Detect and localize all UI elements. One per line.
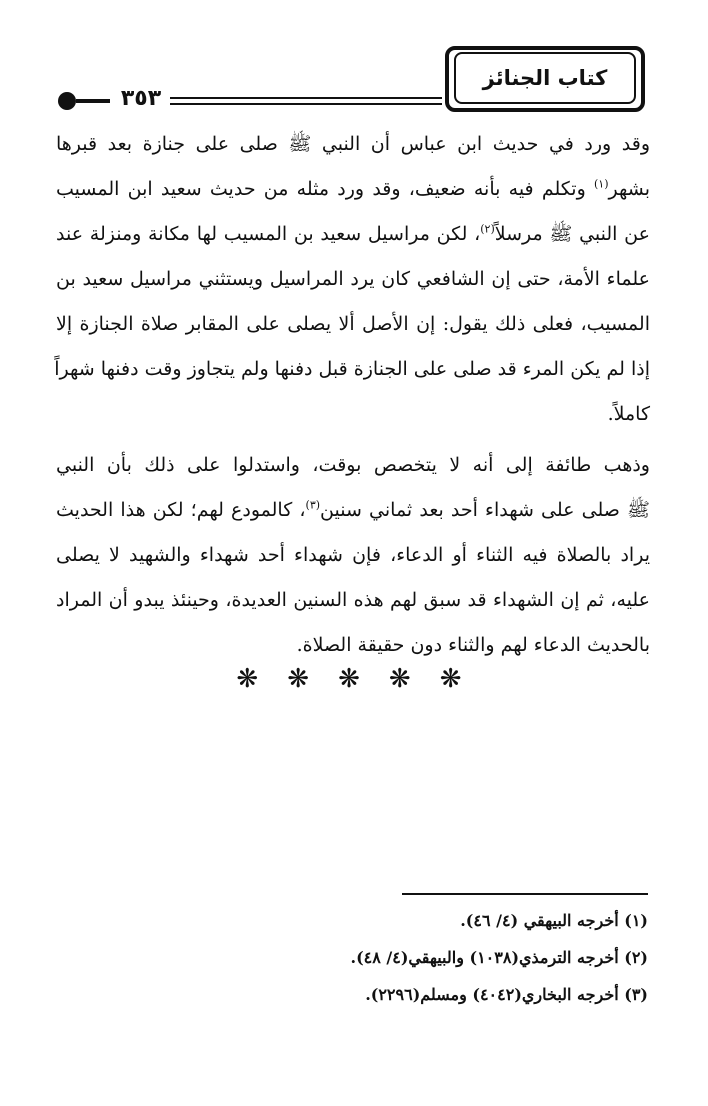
header-rule-top: [170, 97, 442, 99]
text-line: بالحديث الدعاء لهم والثناء دون حقيقة الصلاة.: [296, 634, 650, 656]
text-fragment: عن النبي ﷺ مرسلاً: [494, 223, 650, 245]
text-line: عليه، ثم إن الشهداء قد سبق لهم هذه السنين العديدة، وحينئذ يبدو أن المراد: [56, 589, 650, 611]
text-line: المسيب، فعلى ذلك يقول: إن الأصل ألا يصلى على المقابر صلاة الجنازة إلا: [56, 313, 650, 335]
text-line: [56, 488, 650, 533]
footnotes: [200, 902, 648, 1013]
footnote-ref-3: (٣): [305, 498, 321, 512]
footnote-3: (٣) أخرجه البخاري(٤٠٤٢) ومسلم(٢٢٩٦).: [365, 985, 648, 1004]
main-text: [56, 122, 650, 668]
text-fragment: وتكلم فيه بأنه ضعيف، وقد ورد مثله من حديث سعيد ابن المسيب: [56, 178, 586, 200]
section-separator: ❋ ❋ ❋ ❋ ❋: [236, 664, 472, 694]
text-line: [56, 167, 650, 212]
chapter-title: كتاب الجنائز: [482, 66, 608, 90]
text-fragment: بشهر: [608, 178, 650, 200]
text-fragment: ﷺ صلى على شهداء أحد بعد ثماني سنين: [320, 499, 650, 521]
footnote-rule: [402, 893, 648, 895]
text-line: إذا لم يكن المرء قد صلى على الجنازة قبل دفنها ولم يتجاوز وقت دفنها شهراً: [54, 358, 650, 380]
footnote-ref-2: (٢): [480, 222, 495, 236]
page-number-bar: [76, 99, 110, 103]
footnote-1: (١) أخرجه البيهقي (٤/ ٤٦).: [460, 911, 648, 930]
text-line: يراد بالصلاة فيه الثناء أو الدعاء، فإن شهداء أحد شهداء والشهيد لا يصلى: [56, 544, 650, 566]
text-fragment: ، لكن مراسيل سعيد بن المسيب لها مكانة ومنزلة عند: [56, 223, 481, 245]
text-fragment: ، كالمودع لهم؛ لكن هذا الحديث: [56, 499, 306, 521]
page-number-dot: [58, 92, 76, 110]
footnote-ref-1: (١): [594, 177, 609, 191]
text-line: وذهب طائفة إلى أنه لا يتخصص بوقت، واستدلوا على ذلك بأن النبي: [56, 454, 650, 476]
text-line: كاملاً.: [607, 403, 650, 425]
footnote-2: (٢) أخرجه الترمذي(١٠٣٨) والبيهقي(٤/ ٤٨).: [350, 948, 648, 967]
chapter-title-inner-frame: [454, 52, 636, 104]
text-line: علماء الأمة، حتى إن الشافعي كان يرد المراسيل ويستثني مراسيل سعيد بن: [56, 268, 650, 290]
text-line: وقد ورد في حديث ابن عباس أن النبي ﷺ صلى على جنازة بعد قبرها: [56, 133, 650, 155]
header-rule-bottom: [170, 103, 442, 105]
page-number: ٣٥٣: [120, 86, 162, 111]
text-line: [56, 212, 650, 257]
